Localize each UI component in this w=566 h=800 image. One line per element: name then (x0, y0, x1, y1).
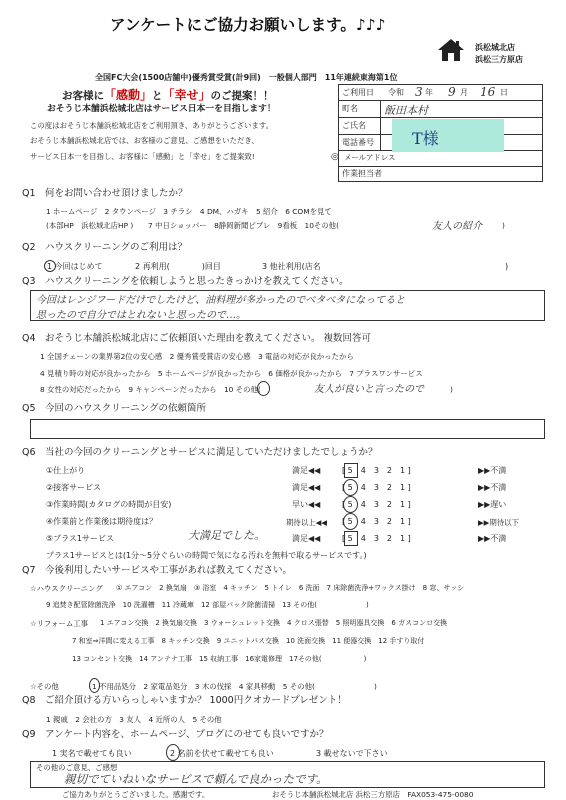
q4-options-line2: 4 見積り時の対応が良かったから 5 ホームページが良かったから 6 価格が良かったから 7 プラスワンサービス (40, 369, 423, 378)
date-year-unit: 年 (425, 88, 433, 97)
q5-answer-box[interactable] (30, 419, 545, 439)
q7-reform-line1: 1 エアコン交換 2 換気扇交換 3 ウォーシュレット交換 4 クロス張替 5 照明器具交換 6 ガスコンロ交換 (100, 619, 448, 627)
q6-row-1-mark (344, 463, 358, 478)
intro-line-2: この度はおそうじ本舗浜松城北店をご利用頂き、ありがとうございます。 (30, 121, 274, 130)
q6-row-4-scale[interactable]: [ 5 4 3 2 1 ] (342, 517, 411, 526)
q1-options-line1: 1 ホームページ 2 タウンページ 3 チラシ 4 DM、ハガキ 5 紹介 6 COMを見て (46, 207, 332, 216)
q7-other-label: ☆その他 (30, 682, 59, 691)
q6-row-4-left: 期待以上◀◀ (286, 518, 327, 527)
q6-handwritten-note: 大満足でした。 (188, 529, 265, 542)
q6-row-1-scale[interactable]: [ 5 4 3 2 1 ] (342, 466, 411, 475)
date-year-value[interactable]: 3 (415, 85, 423, 99)
store-name-1: 浜松城北店 (475, 43, 515, 52)
q6-title: Q6 当社の今回のクリーニングとサービスに満足していただけましたでしょうか？ (22, 447, 378, 458)
q6-row-3-mark (343, 496, 358, 513)
greeting-line (62, 86, 274, 103)
q4-answer-circle (257, 381, 270, 396)
q7-reform-label: ☆リフォーム工事 (30, 619, 88, 628)
mail-label: メールアドレス (344, 153, 396, 162)
date-era: 令和 (388, 88, 404, 97)
q6-row-2-left: 満足◀◀ (292, 483, 321, 492)
q6-row-4-label: ④作業前と作業後は期待度は？ (46, 517, 158, 526)
q6-row-1-label: ①仕上がり (46, 466, 86, 475)
date-month-value[interactable]: 9 (448, 85, 456, 99)
q1-other-answer[interactable]: 友人の紹介 (432, 221, 482, 232)
q7-title: Q7 今後利用したいサービスや工事があれば教えてください。 (22, 565, 293, 576)
name-value[interactable]: T様 (412, 129, 439, 148)
name-sticker (392, 119, 504, 152)
q9-option-3[interactable]: 3 載せないで下さい (316, 749, 388, 758)
q6-row-3-left: 早い◀◀ (292, 500, 321, 509)
q6-row-1-left: 満足◀◀ (292, 466, 321, 475)
q9-option-2[interactable]: 2 名前を伏せて載せても良い (170, 749, 274, 758)
q2-option-3-close: ) (505, 262, 509, 271)
store-name-2: 浜松三方原店 (475, 55, 523, 64)
q6-row-3-scale[interactable]: [ 5 4 3 2 1 ] (342, 500, 411, 509)
mail-icon: ◎ (331, 152, 339, 162)
q4-options-line3: 8 女性の対応だったから 9 キャンペーンだったから 10 その他( (40, 385, 261, 394)
q6-row-2-label: ②接客サービス (46, 483, 102, 492)
date-day-unit: 日 (500, 88, 508, 97)
q6-row-5-left: 満足◀◀ (292, 534, 321, 543)
comments-label: その他のご意見、ご感想 (36, 763, 118, 772)
q4-other-close: ) (450, 385, 453, 394)
q6-row-1-right: ▶▶不満 (478, 466, 507, 475)
q6-row-5-label: ⑤プラス1サービス (46, 534, 115, 543)
q7-housecleaning-line1: ① エアコン 2 換気扇 ③ 浴室 4 キッチン 5 トイレ 6 洗面 7 床除菌洗浄+ワックス掛け 8 窓、サッシ (116, 584, 465, 592)
q7-reform-line3: 13 コンセント交換 14 アンテナ工事 15 収納工事 16家電修理 17その他( ) (72, 655, 367, 663)
greeting-shiawase: 「幸せ」 (162, 88, 211, 102)
q8-title: Q8 ご紹介頂ける方いらっしゃいますか？ 1000円クオカードプレゼント！ (22, 695, 347, 706)
q2-option-3[interactable]: 3 他社利用(店名 (262, 262, 321, 271)
town-label: 町名 (342, 104, 358, 113)
q2-option-1[interactable]: 1 今回はじめて (47, 262, 103, 271)
name-label: ご氏名 (342, 121, 366, 130)
greeting-mid: と (152, 90, 163, 102)
q4-title: Q4 おそうじ本舗浜松城北店にご依頼頂いた理由を教えてください。 複数回答可 (22, 333, 372, 344)
greeting-kando: 「感動」 (104, 88, 153, 102)
q6-row-5-mark (344, 531, 358, 546)
house-logo-icon (437, 38, 465, 62)
q6-row-3-right: ▶▶遅い (478, 500, 507, 509)
intro-line-4: サービス日本一を目指し、お客様に「感動」と「幸せ」をご提案致! (30, 152, 255, 161)
greeting-post: のご提案！！ (210, 90, 274, 102)
q7-reform-line2: 7 和室⇒洋間に変える工事 8 キッチン交換 9 ユニットバス交換 10 洗面交換 11 便器交換 12 手すり取付 (72, 637, 425, 645)
q9-option-1[interactable]: 1 実名で載せても良い (52, 749, 132, 758)
greeting-pre: お客様に (62, 90, 104, 102)
q7-housecleaning-label: ☆ハウスクリーニング (30, 584, 103, 593)
q3-answer-line2: 思ったので自分ではとれないと思ったので…。 (36, 310, 246, 321)
intro-line-1: おそうじ本舗浜松城北店はサービス日本一を目指します！ (47, 104, 276, 114)
q1-other-close: ) (502, 221, 505, 230)
q1-title: Q1 何をお問い合わせ頂けましたか？ (22, 188, 188, 199)
q8-options: 1 親戚 2 会社の方 3 友人 4 近所の人 5 その他 (46, 715, 222, 724)
intro-line-3: おそうじ本舗浜松城北店では、お客様のご意見、ご感想をいただき、 (30, 136, 259, 145)
q4-options-line1: 1 全国チェーンの業界第2位の安心感 2 優秀賞受賞店の安心感 3 電話の対応が良かったから (40, 352, 354, 361)
town-value[interactable]: 飯田本村 (384, 104, 428, 117)
staff-label: 作業担当者 (342, 169, 382, 178)
q6-row-3-label: ③作業時間(カタログの時間が目安) (46, 500, 172, 509)
footer-thanks: ご協力ありがとうございました。感謝です。 (62, 790, 210, 799)
q7-housecleaning-line2: 9 追焚き配管除菌洗浄 10 洗濯槽 11 冷蔵庫 12 部屋パック除菌清掃 13 その他( ) (46, 601, 369, 609)
q4-other-answer[interactable]: 友人が良いと言ったので (314, 384, 424, 395)
date-day-value[interactable]: 16 (480, 85, 496, 99)
phone-label: 電話番号 (342, 138, 374, 147)
date-label: ご利用日 (342, 88, 374, 97)
survey-title: アンケートにご協力お願いします。♪♪♪ (110, 16, 386, 34)
q6-row-4-mark (343, 513, 358, 530)
q5-title: Q5 今回のハウスクリーニングの依頼箇所 (22, 403, 207, 414)
q9-title: Q9 アンケート内容を、ホームページ、ブログにのせても良いですか？ (22, 729, 329, 740)
q6-row-2-mark (343, 479, 358, 496)
q3-title: Q3 ハウスクリーニングを依頼しようと思ったきっかけを教えてください。 (22, 276, 349, 287)
q6-row-4-right: ▶▶期待以下 (478, 518, 519, 527)
q6-row-5-right: ▶▶不満 (478, 534, 507, 543)
q3-answer-line1: 今回はレンジフードだけでしたけど、油料理が多かったのでベタベタになってると (36, 295, 406, 306)
q2-title: Q2 ハウスクリーニングのご利用は？ (22, 242, 188, 253)
footer-address: おそうじ本舗浜松城北店 浜松三方原店 FAX053-475-0080 (272, 790, 474, 799)
comments-answer: 親切でていねいなサービスで頼んで良かったです。 (64, 772, 328, 786)
q1-options-line2: (本部HP 浜松城北店HP ) 7 中日ショッパー 8静岡新聞ピブレ 9看板 10その他( (46, 221, 339, 230)
q6-row-2-right: ▶▶不満 (478, 483, 507, 492)
q7-other-line: 1 不用品処分 2 家電品処分 3 木の伐採 4 家具移動 5 その他( ) (92, 682, 377, 691)
q2-option-2[interactable]: 2 再利用( )回目 (135, 262, 221, 271)
q6-footnote: プラス1サービスとは(1分～5分ぐらいの時間で気になる汚れを無料で取るサービスです。) (46, 551, 367, 560)
date-month-unit: 月 (460, 88, 468, 97)
q6-row-2-scale[interactable]: [ 5 4 3 2 1 ] (342, 483, 411, 492)
award-line: 全国FC大会(1500店舗中)優秀賞受賞(計9回) 一般個人部門 11年連続東海第1位 (95, 73, 398, 82)
q6-row-5-scale[interactable]: [ 5 4 3 2 1 ] (342, 534, 411, 543)
